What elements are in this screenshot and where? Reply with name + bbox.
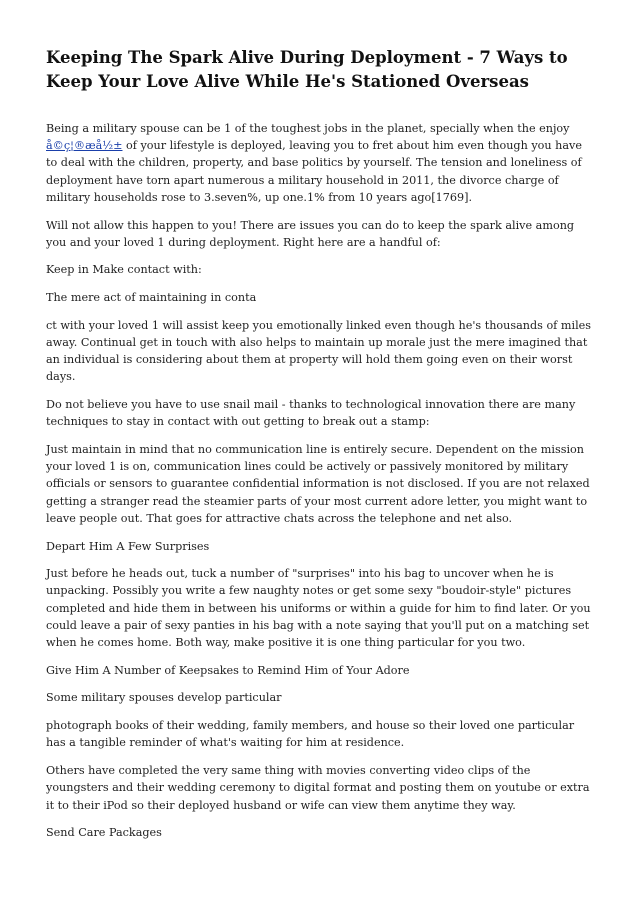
body-paragraph: The mere act of maintaining in conta <box>46 291 257 305</box>
section-heading-keep-in-contact: Keep in Make contact with: <box>46 263 202 277</box>
section-heading-care-packages: Send Care Packages <box>46 826 162 840</box>
body-paragraph: Just before he heads out, tuck a number of "surprises" into his bag to uncover when he is unpacking. Possibly you write a few naughty notes or get some sexy "boudoir-style" pictures completed and hide them in between his uniforms or within a guide for him to find later. Or you could leave a pair of sexy panties in his bag with a note saying that you'll put on a matching set when he comes home. Both way, make positive it is one thing particular for you two. <box>46 567 591 650</box>
body-paragraph: Will not allow this happen to you! There are issues you can do to keep the spark alive among you and your loved 1 during deployment. Right here are a handful of: <box>46 218 575 249</box>
document-page <box>46 46 594 852</box>
body-paragraph: ct with your loved 1 will assist keep you emotionally linked even though he's thousands of miles away. Continual get in touch with also helps to maintain up morale just the mere imagined that an individual is considering about them at property will hold them going even on their worst days. <box>46 318 592 384</box>
inline-link[interactable]: å©ç¦®æå½± <box>46 139 123 153</box>
body-paragraph: Do not believe you have to use snail mail - thanks to technological innovation there are many techniques to stay in contact with out getting to break out a stamp: <box>46 398 576 429</box>
body-paragraph: Others have completed the very same thing with movies converting video clips of the youngsters and their wedding ceremony to digital format and posting them on youtube or extra it to their iPod so their deployed husband or wife can view them anytime they way. <box>46 764 590 812</box>
body-paragraph: Some military spouses develop particular <box>46 691 282 705</box>
section-heading-keepsakes: Give Him A Number of Keepsakes to Remind Him of Your Adore <box>46 663 410 677</box>
page-title: Keeping The Spark Alive During Deployment - 7 Ways to Keep Your Love Alive While He's Stationed Overseas <box>46 48 568 91</box>
body-paragraph: photograph books of their wedding, family members, and house so their loved one particular has a tangible reminder of what's waiting for him at residence. <box>46 719 575 750</box>
section-heading-surprises: Depart Him A Few Surprises <box>46 539 210 553</box>
intro-text-before-link: Being a military spouse can be 1 of the toughest jobs in the planet, specially when the enjoy <box>46 122 570 135</box>
intro-paragraph <box>46 120 594 206</box>
body-paragraph: Just maintain in mind that no communication line is entirely secure. Dependent on the mission your loved 1 is on, communication lines could be actively or passively monitored by military officials or sensors to guarantee confidential information is not disclosed. If you are not relaxed getting a stranger read the steamier parts of your most current adore letter, you might want to leave people out. That goes for attractive chats across the telephone and net also. <box>46 443 590 525</box>
intro-text-after-link: of your lifestyle is deployed, leaving you to fret about him even though you have to deal with the children, property, and base politics by yourself. The tension and loneliness of deployment have torn apart numerous a military household in 2011, the divorce charge of military households rose to 3.seven%, up one.1% from 10 years ago[1769]. <box>46 139 582 204</box>
